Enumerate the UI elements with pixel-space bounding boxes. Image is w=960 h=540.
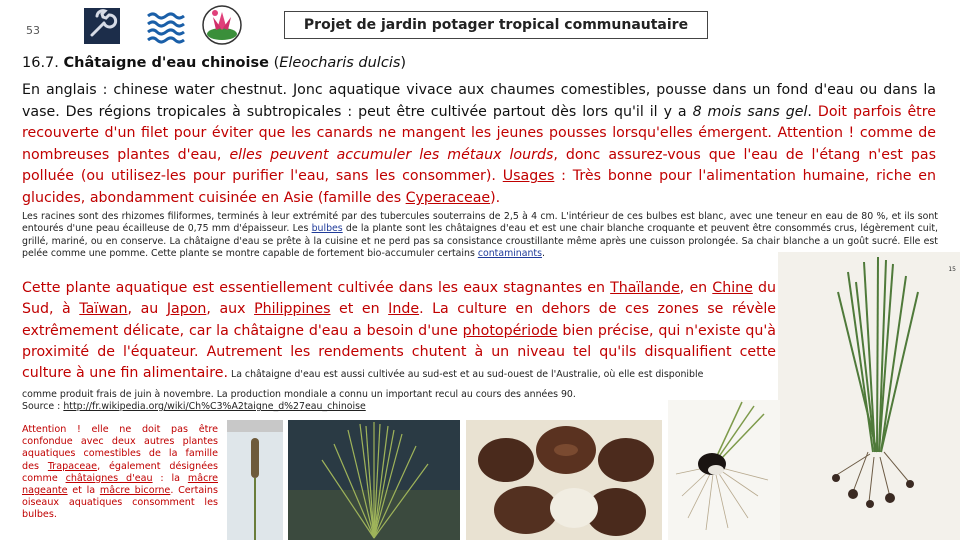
intro-paragraph: [22, 80, 936, 210]
photoperiode-link[interactable]: photopériode: [462, 322, 558, 339]
thailande-link[interactable]: Thaïlande: [610, 280, 680, 296]
roots-text-1: Les racines sont des rhizomes filiformes, terminés à leur extrémité par des tubercules souterrains de 2,5 à 4 cm. L'intérieur de ces bulbes est blanc, avec une teneur en eau de 80 %, et ils sont entourés d'une peau écailleuse de 0,75 mm d'épaisseur. Les: [22, 211, 938, 235]
inde-link[interactable]: Inde: [388, 301, 420, 318]
cyperaceae-link[interactable]: Cyperaceae: [405, 189, 491, 206]
section-name: Châtaigne d'eau chinoise: [63, 55, 269, 71]
contaminants-link[interactable]: contaminants: [477, 248, 542, 260]
warning-text-a: Attention ! elle ne doit pas être confondue avec deux autres plantes aquatiques comestibles de la famille des: [22, 424, 218, 472]
chataignes-deau-link[interactable]: châtaignes d'eau: [65, 472, 153, 484]
cultivation-text-g: . La culture en dehors de ces zones se révèle extrêmement délicate, car la châtaigne d'eau a besoin d'une: [22, 301, 776, 339]
cultivation-paragraph: [22, 278, 776, 385]
warning-text-e: . Certains oiseaux aquatiques consomment les bulbes.: [22, 485, 219, 521]
latin-name: Eleocharis dulcis: [279, 55, 401, 71]
latin-open-paren: (: [273, 55, 280, 71]
warning-note: [22, 424, 218, 522]
cultivation-text-h: bien précise, qui n'existe qu'à proximité de l'équateur. Autrement les rendements chutent à un niveau tel qu'ils disqualifient cette culture à une fin alimentaire.: [22, 322, 776, 382]
taiwan-link[interactable]: Taïwan: [79, 301, 128, 318]
chine-link[interactable]: Chine: [712, 280, 753, 296]
illustration-number: 15: [948, 266, 956, 273]
macre-bicorne-link[interactable]: mâcre bicorne: [99, 485, 171, 497]
cultivation-text-b: , en: [679, 280, 713, 296]
latin-close-paren: ): [400, 55, 407, 71]
photo-corm-roots: [668, 400, 780, 540]
intro-emphasis-metals: elles peuvent accumuler les métaux lourds: [229, 146, 554, 163]
philippines-link[interactable]: Philippines: [254, 301, 331, 318]
cultivation-text-a: Cette plante aquatique est essentiellement cultivée dans les eaux stagnantes en: [22, 280, 611, 296]
source-link[interactable]: http://fr.wikipedia.org/wiki/Ch%C3%A2taigne_d%27eau_chinoise: [63, 401, 366, 412]
section-heading: [22, 55, 406, 71]
bulbes-link[interactable]: bulbes: [311, 223, 343, 235]
warning-text-b: , également désignées comme: [22, 460, 218, 484]
intro-text-3-end: ).: [490, 189, 501, 206]
roots-text-2: de la plante sont les châtaignes d'eau et est une chair blanche croquante et peuvent être consommés crus, légèrement cuit, grillé, mariné, ou en conserve. La châtaigne d'eau se prête à la cuisine et ne perd pas sa consistance croustillante même après une cuisson prolongée. Sa chair blanche a un goût sucré. Elle est pelée comme une pomme. Cette plante se montre capable de fortement bio-accumuler certains: [22, 223, 938, 260]
section-number: 16.7.: [22, 55, 59, 71]
plant-illustration: [778, 252, 960, 540]
page-title: Projet de jardin potager tropical communautaire: [284, 11, 708, 39]
photo-water-chestnuts: [466, 420, 662, 540]
intro-emphasis-gel: 8 mois sans gel: [692, 103, 808, 120]
lotus-icon: [202, 4, 242, 46]
cultivation-text-d: , au: [127, 301, 167, 318]
water-waves-icon: [146, 8, 182, 44]
roots-text-end: .: [542, 248, 545, 260]
intro-text-1: En anglais : chinese water chestnut. Jonc aquatique vivace aux chaumes comestibles, pousse dans un fond d'eau ou dans la vase. Des régions tropicales à subtropicales : peut être cultivée partout dès lors qu'il il y a: [22, 82, 936, 120]
cultivation-text-c: du Sud, à: [22, 280, 776, 318]
macre-nageante-link[interactable]: mâcre nageante: [22, 472, 218, 497]
cultivation-text-f: et en: [330, 301, 389, 318]
cultivation-small-text: La châtaigne d'eau est aussi cultivée au sud-est et au sud-ouest de l'Australie, où elle est disponible: [228, 369, 704, 381]
intro-text-2: Doit parfois être recouverte d'un filet pour éviter que les canards ne mangent les jeunes pousses lorsqu'elles émergent. Attention ! comme de nombreuses plantes d'eau,: [22, 103, 936, 163]
japon-link[interactable]: Japon: [166, 301, 207, 318]
warning-text-d: et la: [67, 485, 100, 497]
page-number: 53: [26, 24, 40, 37]
usages-link[interactable]: Usages: [502, 168, 555, 185]
intro-text-2-end: , donc assurez-vous que l'eau de l'étang n'est pas polluée (ou utilisez-les pour purifier l'eau, sans les consommer).: [22, 146, 936, 185]
trapaceae-link[interactable]: Trapaceae: [47, 460, 98, 472]
source-label: Source :: [22, 401, 64, 412]
photo-flower-spike: [227, 420, 283, 540]
cultivation-text-e: , aux: [206, 301, 255, 318]
warning-text-c: : la: [152, 472, 188, 484]
wrench-icon: [84, 8, 120, 44]
production-note: comme produit frais de juin à novembre. La production mondiale a connu un important recul au cours des années 90.: [22, 389, 576, 400]
intro-text-3: : Très bonne pour l'alimentation humaine, riche en glucides, abondamment cuisinée en Asie (famille des: [22, 168, 936, 206]
intro-text-1-end: .: [807, 103, 818, 120]
photo-reed-clump: [288, 420, 460, 540]
